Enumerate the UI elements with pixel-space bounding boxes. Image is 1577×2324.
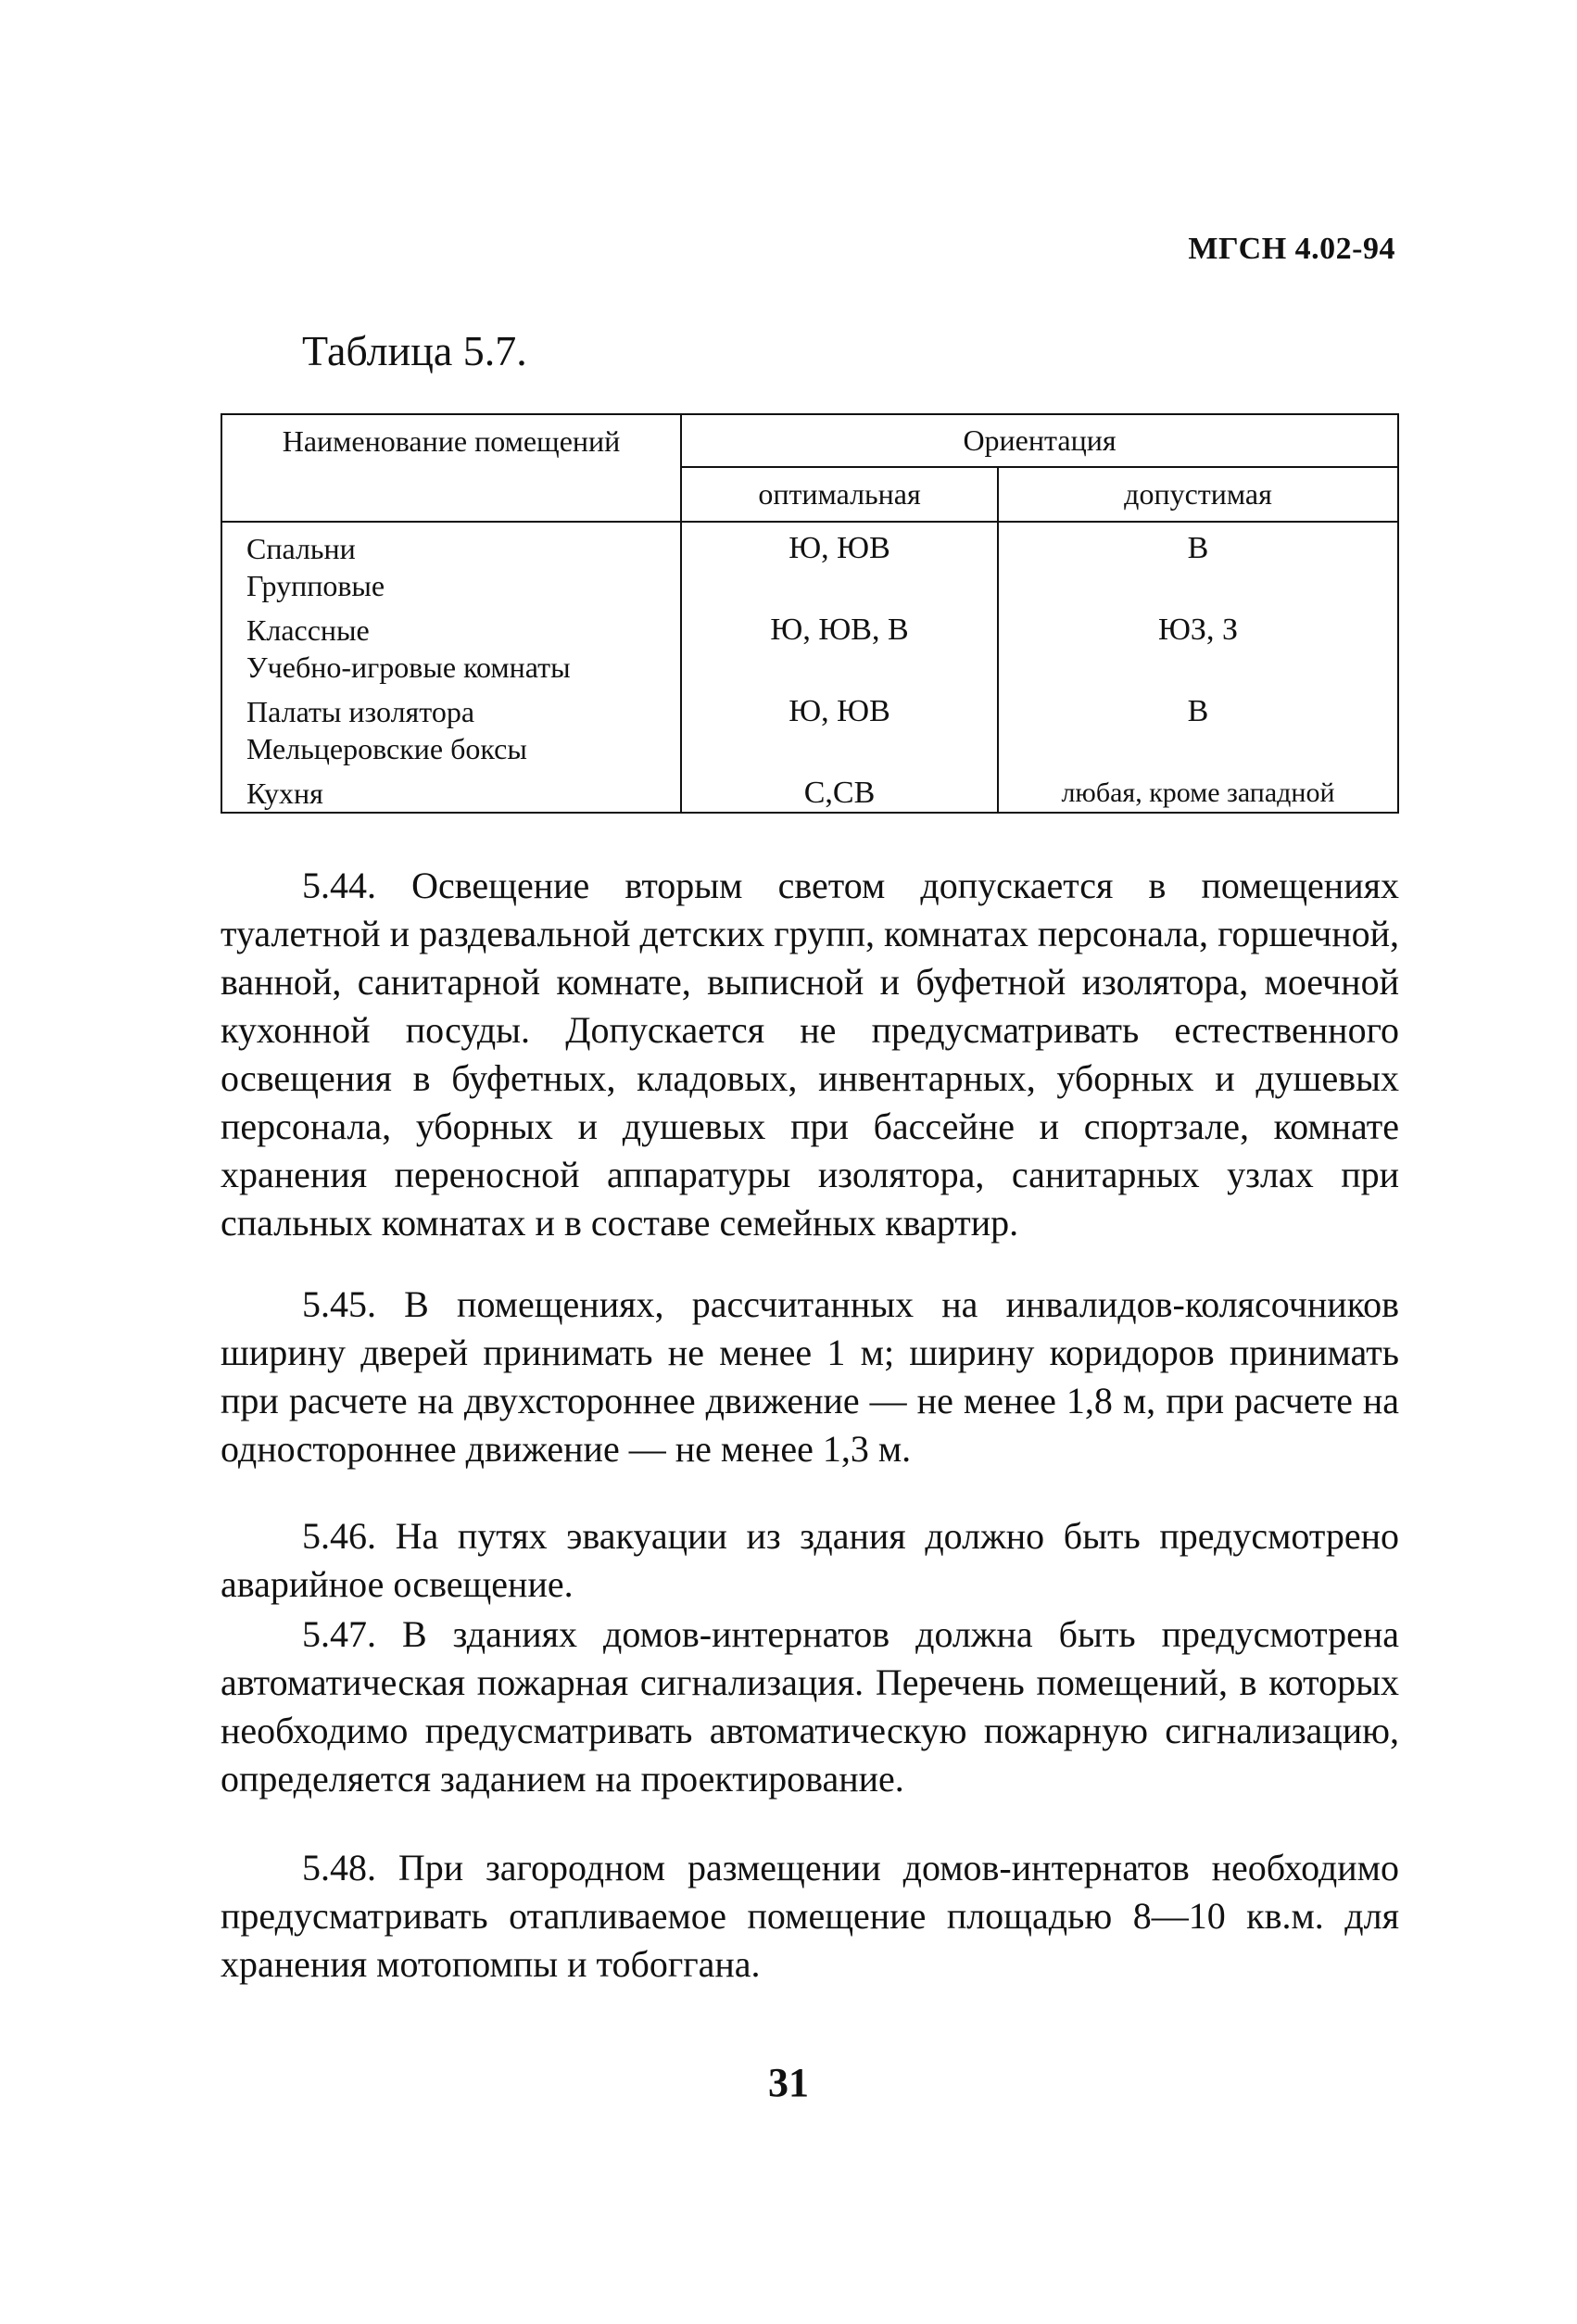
orientation-table: [221, 413, 1399, 814]
col-orientation-header: Ориентация: [681, 414, 1398, 467]
room-name: Мельцеровские боксы: [246, 732, 527, 765]
table-row: [221, 522, 1398, 604]
room-name: Учебно-игровые комнаты: [246, 650, 571, 684]
room-name: Классные: [246, 613, 370, 647]
room-name-cell: [221, 522, 681, 604]
table-header-row: [221, 414, 1398, 467]
allowed-cell: В: [998, 686, 1398, 767]
room-name-cell: [221, 604, 681, 686]
table-row: [221, 686, 1398, 767]
table-row: [221, 767, 1398, 813]
table-row: [221, 604, 1398, 686]
optimal-cell: Ю, ЮВ: [681, 522, 998, 604]
room-name: Спальни: [246, 532, 356, 565]
room-name: Групповые: [246, 569, 385, 602]
room-name: Палаты изолятора: [246, 695, 475, 728]
paragraph-5-48: 5.48. При загородном размещении домов-интернатов необходимо предусматривать отапливаемое помещение площадью 8—10 кв.м. для хранения мотопомпы и тобоггана.: [221, 1847, 1399, 1985]
optimal-cell: Ю, ЮВ, В: [681, 604, 998, 686]
col-name-header: Наименование помещений: [221, 414, 681, 522]
room-name-cell: [221, 767, 681, 813]
col-allowed-header: допустимая: [998, 467, 1398, 522]
paragraph-5-47: 5.47. В зданиях домов-интернатов должна быть предусмотрена автоматическая пожарная сигнализация. Перечень помещений, в которых необходимо предусматривать автоматическую пожарную сигнализацию, определяется заданием на проектирование.: [221, 1613, 1399, 1800]
room-name-cell: [221, 686, 681, 767]
optimal-cell: С,СВ: [681, 767, 998, 813]
allowed-cell: ЮЗ, З: [998, 604, 1398, 686]
document-code: МГСН 4.02-94: [1188, 232, 1395, 266]
optimal-cell: Ю, ЮВ: [681, 686, 998, 767]
paragraph-5-45: 5.45. В помещениях, рассчитанных на инвалидов-колясочников ширину дверей принимать не менее 1 м; ширину коридоров принимать при расчете на двухстороннее движение — не менее 1,8 м, при расчете на одностороннее движение — не менее 1,3 м.: [221, 1283, 1399, 1470]
allowed-cell: любая, кроме западной: [998, 767, 1398, 813]
page-number: 31: [768, 2060, 809, 2105]
col-optimal-header: оптимальная: [681, 467, 998, 522]
table-title: Таблица 5.7.: [302, 327, 527, 374]
paragraph-5-46: 5.46. На путях эвакуации из здания должно быть предусмотрено аварийное освещение.: [221, 1515, 1399, 1605]
allowed-cell: В: [998, 522, 1398, 604]
room-name: Кухня: [246, 777, 323, 810]
paragraph-5-44: 5.44. Освещение вторым светом допускается в помещениях туалетной и раздевальной детских групп, комнатах персонала, горшечной, ванной, санитарной комнате, выписной и буфетной изолятора, моечной кухонной посуды. Допускается не предусматривать естественного освещения в буфетных, кладовых, инвентарных, уборных и душевых персонала, уборных и душевых при бассейне и спортзале, комнате хранения переносной аппаратуры изолятора, санитарных узлах при спальных комнатах и в составе семейных квартир.: [221, 865, 1399, 1244]
orientation-table-wrap: [221, 413, 1399, 810]
